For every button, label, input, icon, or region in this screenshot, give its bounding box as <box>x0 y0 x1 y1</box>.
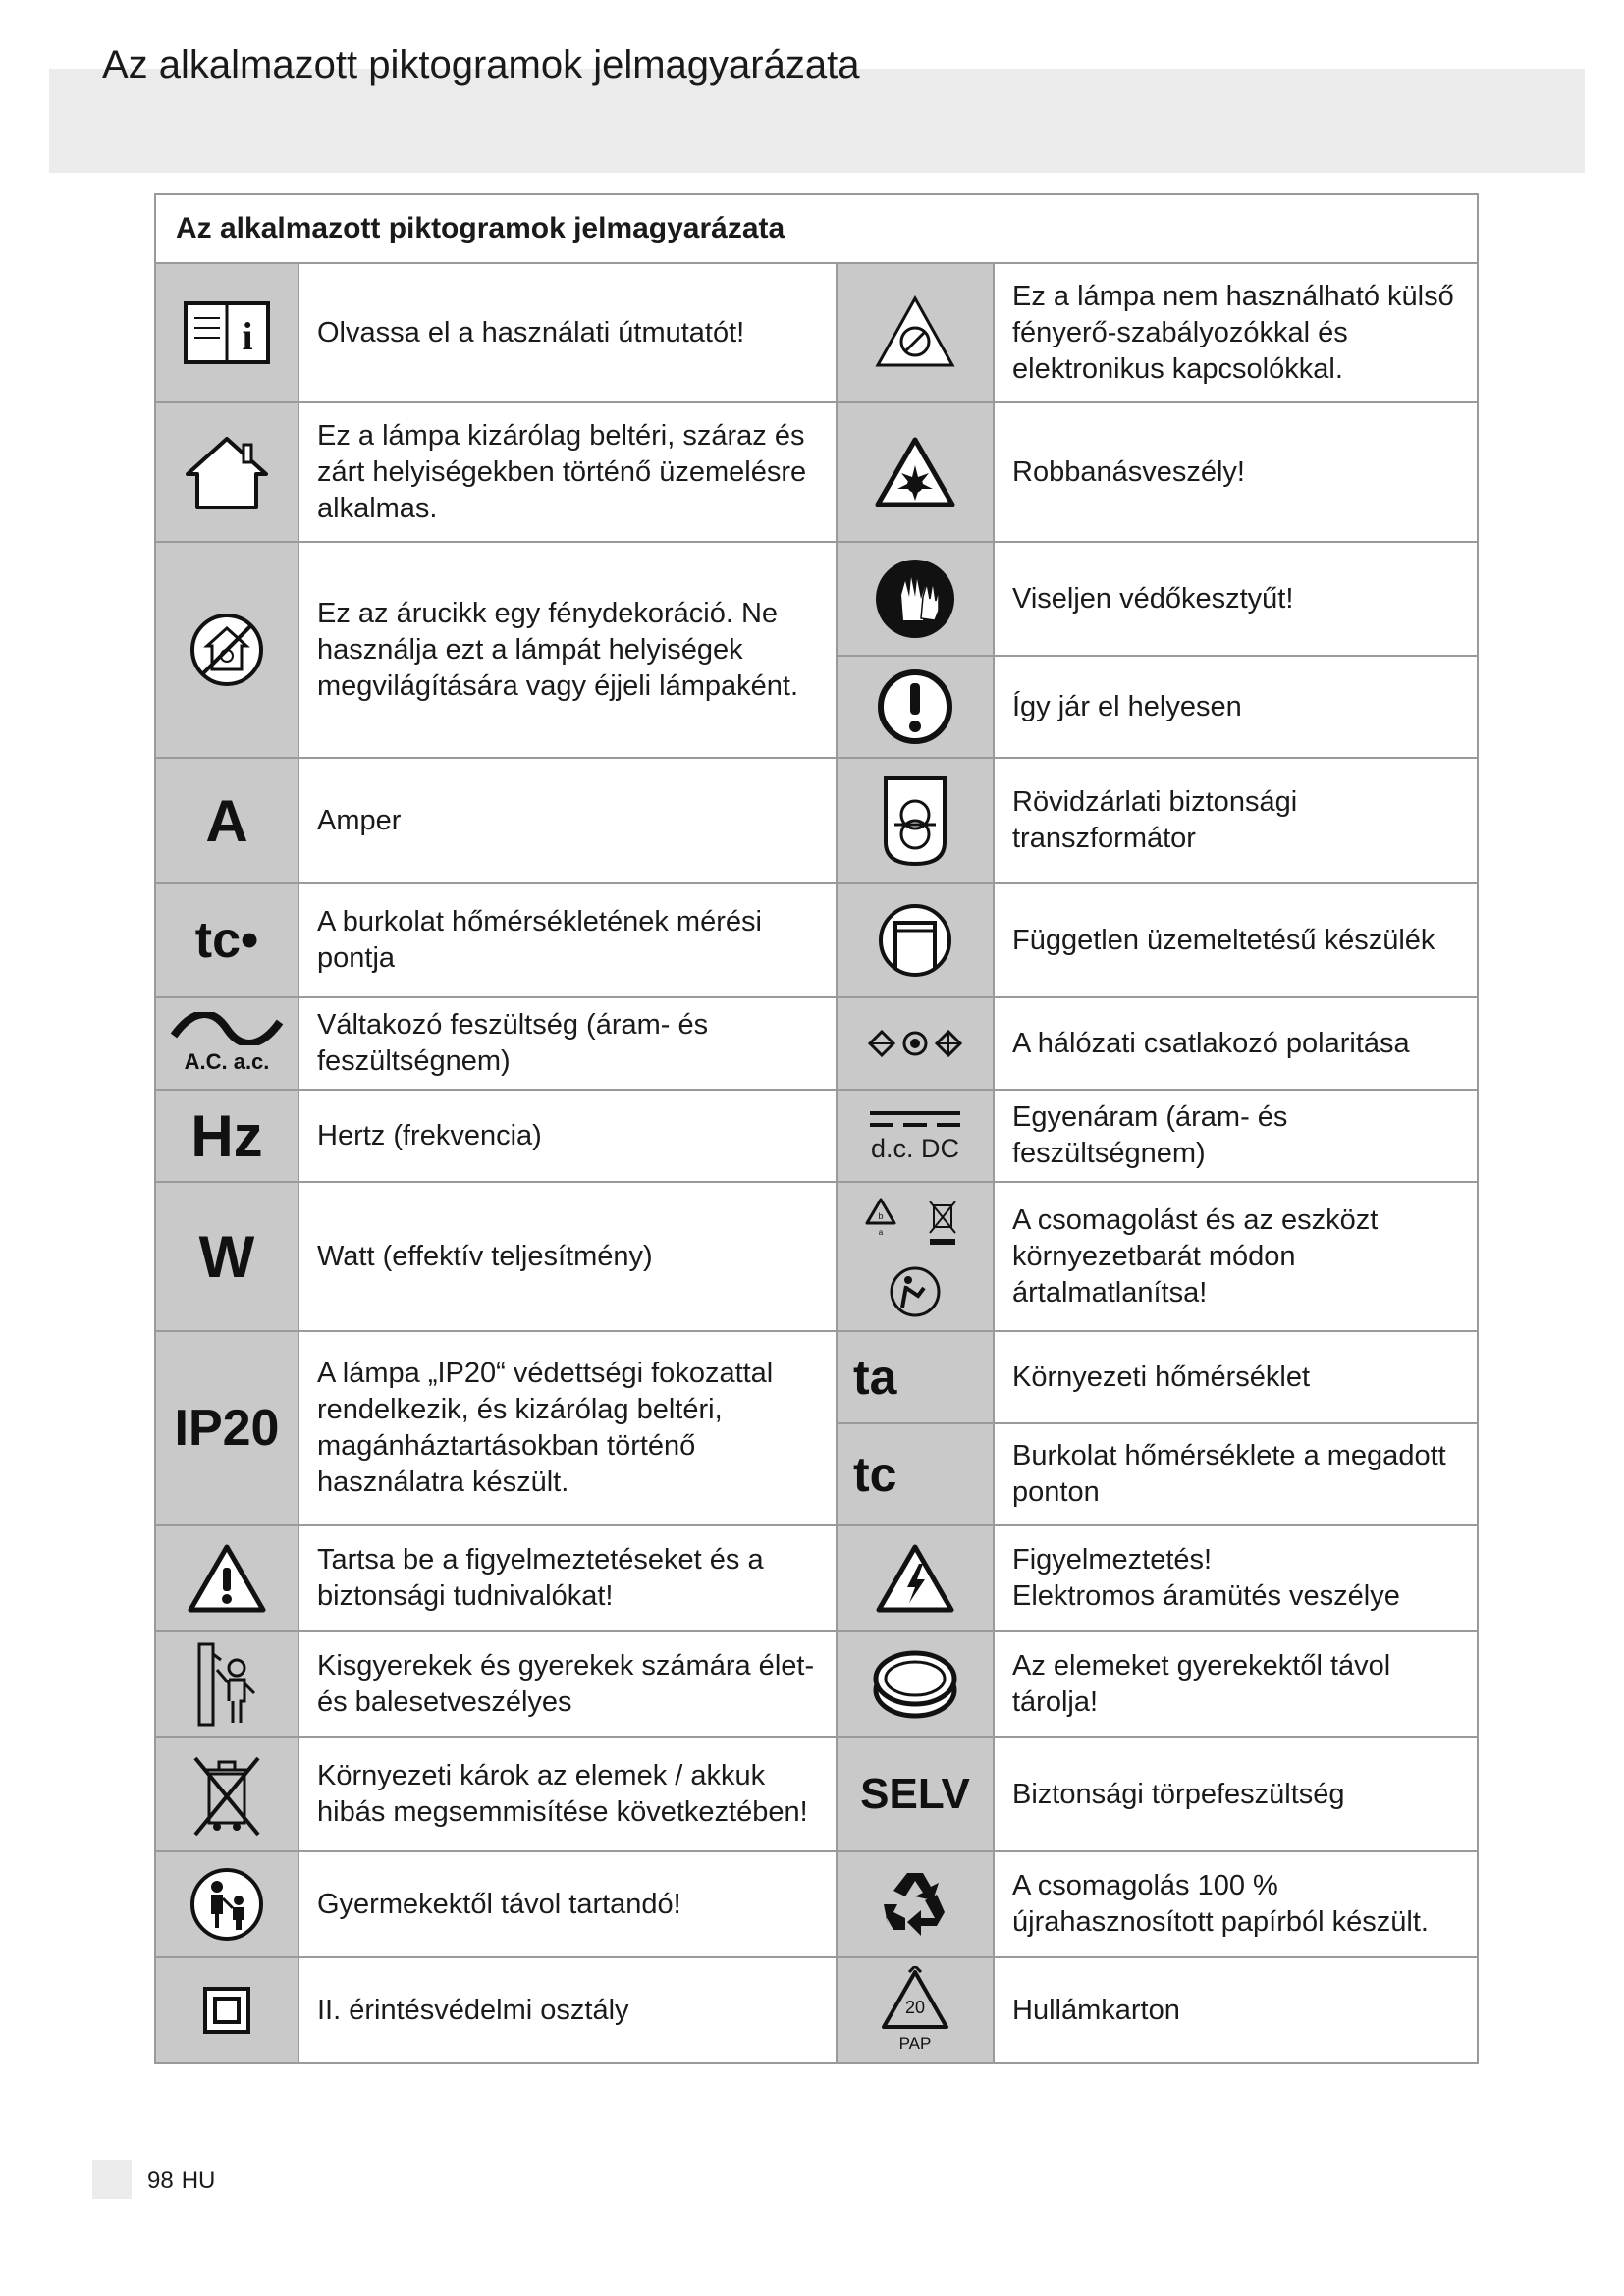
crossed-bin-icon <box>188 1750 266 1839</box>
table-row <box>155 1957 1478 2063</box>
hertz-glyph: Hz <box>190 1102 263 1169</box>
legend-text-read-manual: Olvassa el a használati útmutatót! <box>298 263 837 402</box>
ac-wave-icon <box>168 1012 286 1045</box>
table-row <box>155 1090 1478 1182</box>
table-row <box>155 997 1478 1090</box>
legend-text-keep-from-children: Gyermekektől távol tartandó! <box>298 1851 837 1957</box>
legend-text-ac: Váltakozó feszültség (áram- és feszültségnem) <box>298 997 837 1090</box>
legend-text-gloves: Viseljen védőkesztyűt! <box>994 542 1478 656</box>
gloves-icon <box>874 558 956 640</box>
pictogram-legend-table <box>154 193 1477 2063</box>
recycle-icon <box>876 1865 954 1944</box>
electric-shock-icon <box>874 1542 956 1615</box>
legend-text-correct-procedure: Így jár el helyesen <box>994 656 1478 758</box>
warning-triangle-icon <box>186 1542 268 1615</box>
legend-text-no-dimmer: Ez a lámpa nem használható külső fényerő-szabályozókkal és elektronikus kapcsolókkal. <box>994 263 1478 402</box>
no-room-lighting-icon <box>188 611 266 689</box>
legend-text-watt: Watt (effektív teljesítmény) <box>298 1182 837 1331</box>
table-row <box>155 542 1478 656</box>
dc-lines-icon <box>866 1108 964 1132</box>
legend-text-ambient-temp: Környezeti hőmérséklet <box>994 1331 1478 1423</box>
pap-20-icon <box>874 1966 956 2055</box>
legend-text-recycled-paper: A csomagolás 100 % újrahasznosított papírból készült. <box>994 1851 1478 1957</box>
legend-text-corrugated-cardboard: Hullámkarton <box>994 1957 1478 2063</box>
legend-text-battery: Az elemeket gyerekektől távol tárolja! <box>994 1631 1478 1737</box>
ta-glyph: ta <box>853 1350 897 1405</box>
independent-device-icon <box>876 901 954 980</box>
legend-text-electric-shock: Figyelmeztetés! Elektromos áramütés veszélye <box>994 1525 1478 1631</box>
table-row <box>155 402 1478 542</box>
legend-text-warnings: Tartsa be a figyelmeztetéseket és a biztonsági tudnivalókat! <box>298 1525 837 1631</box>
legend-text-polarity: A hálózati csatlakozó polaritása <box>994 997 1478 1090</box>
legend-text-child-danger: Kisgyerekek és gyerekek számára élet- és balesetveszélyes <box>298 1631 837 1737</box>
ampere-glyph: A <box>205 787 248 854</box>
ac-glyph: A.C. a.c. <box>184 1049 270 1074</box>
legend-text-ip20: A lámpa „IP20“ védettségi fokozattal rendelkezik, és kizárólag beltéri, magánháztartásokban történő használatra készült. <box>298 1331 837 1525</box>
protection-class-2-icon <box>202 1986 251 2035</box>
legend-text-ampere: Amper <box>298 758 837 883</box>
page-title: Az alkalmazott piktogramok jelmagyarázata <box>102 43 860 86</box>
legend-text-indoor-only: Ez a lámpa kizárólag beltéri, száraz és zárt helyiségekben történő üzemelésre alkalmas. <box>298 402 837 542</box>
battery-icon <box>871 1645 959 1724</box>
footer-marker <box>92 2160 132 2199</box>
transformer-icon <box>881 774 949 868</box>
polarity-icon <box>866 1027 964 1060</box>
legend-text-case-temp: Burkolat hőmérséklete a megadott ponton <box>994 1423 1478 1525</box>
table-row <box>155 1737 1478 1851</box>
no-dimmer-icon <box>874 294 956 371</box>
page-number-value: 98 <box>147 2167 174 2194</box>
legend-text-selv: Biztonsági törpefeszültség <box>994 1737 1478 1851</box>
disposal-icon <box>861 1190 969 1323</box>
legend-text-decoration: Ez az árucikk egy fénydekoráció. Ne használja ezt a lámpát helyiségek megvilágítására vagy éjjeli lámpaként. <box>298 542 837 758</box>
legend-text-protection-class: II. érintésvédelmi osztály <box>298 1957 837 2063</box>
svg-text:b: b <box>878 1211 884 1221</box>
book-info-icon <box>183 298 271 367</box>
child-danger-icon <box>188 1640 266 1729</box>
selv-glyph: SELV <box>860 1770 970 1818</box>
legend-text-dc: Egyenáram (áram- és feszültségnem) <box>994 1090 1478 1182</box>
svg-text:a: a <box>878 1228 884 1237</box>
table-row <box>155 1851 1478 1957</box>
tc-point-glyph: tc• <box>194 912 259 969</box>
dc-glyph: d.c. DC <box>870 1133 960 1163</box>
page-language: HU <box>181 2167 216 2194</box>
explosion-warning-icon <box>874 436 956 508</box>
table-row <box>155 1182 1478 1331</box>
table-row <box>155 1525 1478 1631</box>
legend-text-explosion: Robbanásveszély! <box>994 402 1478 542</box>
legend-text-battery-disposal: Környezeti károk az elemek / akkuk hibás megsemmisítése következtében! <box>298 1737 837 1851</box>
legend-text-tc-point: A burkolat hőmérsékletének mérési pontja <box>298 883 837 997</box>
keep-from-children-icon <box>188 1865 266 1944</box>
svg-text:i: i <box>242 314 253 358</box>
watt-glyph: W <box>198 1223 255 1290</box>
table-row <box>155 758 1478 883</box>
legend-text-independent-device: Független üzemeltetésű készülék <box>994 883 1478 997</box>
table-row <box>155 883 1478 997</box>
house-icon <box>183 433 271 511</box>
table-row <box>155 263 1478 402</box>
exclamation-circle-icon <box>876 667 954 746</box>
pap-material: PAP <box>898 2034 932 2053</box>
table-row <box>155 1331 1478 1423</box>
tc-glyph: tc <box>853 1447 897 1502</box>
legend-text-disposal: A csomagolást és az eszközt környezetbarát módon ártalmatlanítsa! <box>994 1182 1478 1331</box>
page-number <box>147 2167 223 2195</box>
legend-text-transformer: Rövidzárlati biztonsági transzformátor <box>994 758 1478 883</box>
legend-text-hertz: Hertz (frekvencia) <box>298 1090 837 1182</box>
table-row <box>155 1631 1478 1737</box>
ip20-glyph: IP20 <box>174 1400 280 1457</box>
table-heading: Az alkalmazott piktogramok jelmagyarázata <box>155 194 1478 263</box>
pap-code: 20 <box>904 1998 926 2017</box>
